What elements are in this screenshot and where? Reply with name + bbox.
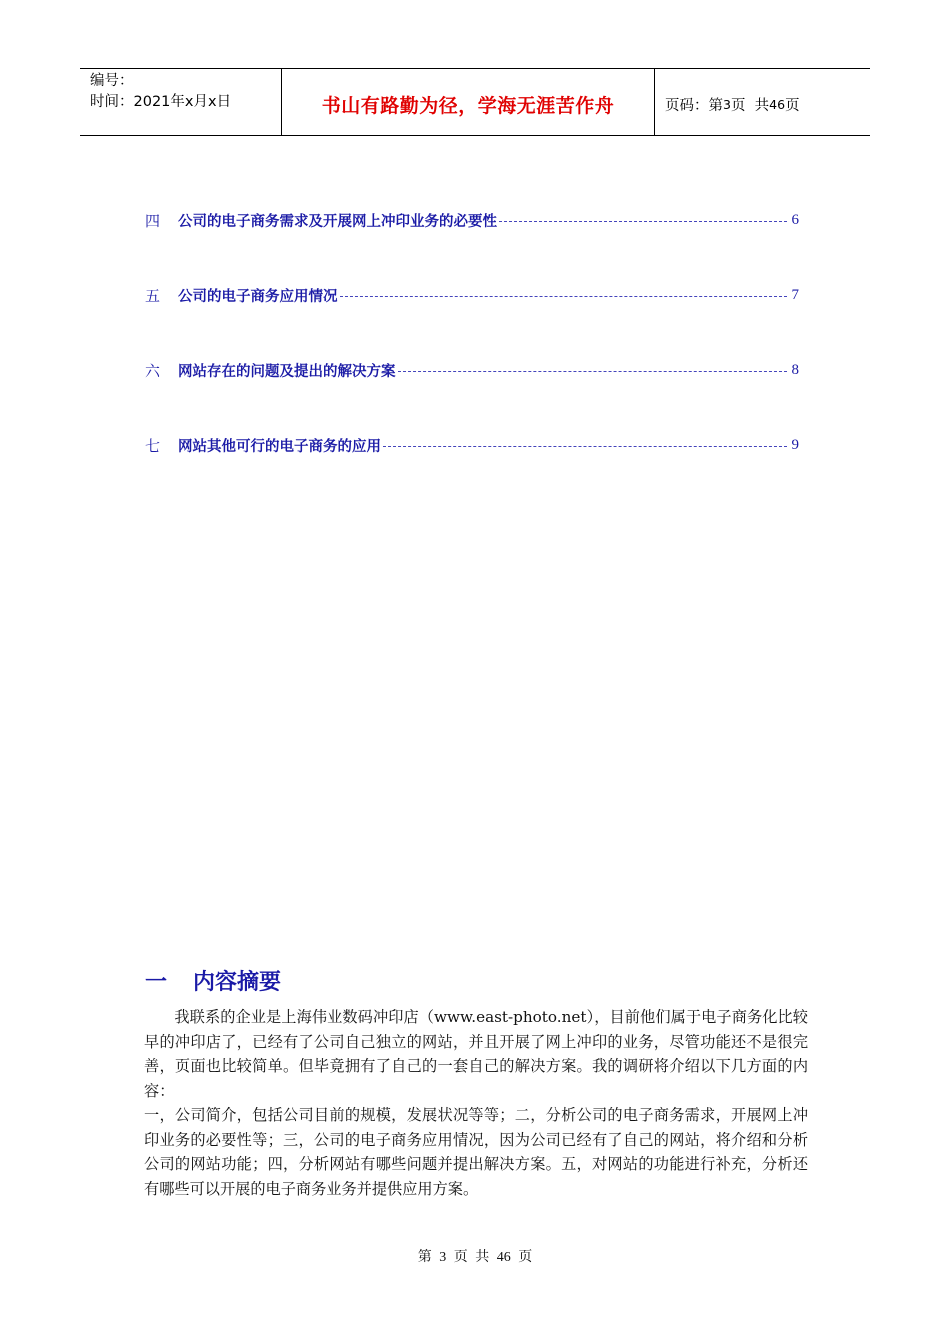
section-number: 一 bbox=[145, 970, 168, 995]
toc-entry[interactable] bbox=[145, 205, 799, 235]
toc-leader bbox=[499, 221, 787, 222]
header-page-info bbox=[655, 69, 870, 135]
toc-page-number: 8 bbox=[791, 361, 799, 378]
toc-leader bbox=[383, 446, 787, 447]
toc-numeral: 六 bbox=[145, 361, 161, 380]
document-time: 时间：2021年x月x日 bbox=[90, 94, 232, 110]
toc-page-number: 7 bbox=[791, 286, 799, 303]
toc-entry[interactable] bbox=[145, 280, 799, 310]
body-paragraph: 一，公司简介，包括公司目前的规模，发展状况等等；二，分析公司的电子商务需求，开展网上冲印业务的必要性等；三，公司的电子商务应用情况，因为公司已经有了自己的网站，将介绍和分析公司的网站功能；四，分析网站有哪些问题并提出解决方案。五，对网站的功能进行补充，分析还有哪些可以开展的电子商务业务并提供应用方案。 bbox=[144, 1106, 808, 1198]
section-body bbox=[144, 1005, 808, 1201]
toc-page-number: 9 bbox=[791, 436, 799, 453]
toc-label: 网站存在的问题及提出的解决方案 bbox=[178, 363, 396, 380]
page-current: 3 bbox=[723, 96, 731, 112]
toc-numeral: 四 bbox=[145, 211, 161, 230]
toc-numeral: 五 bbox=[145, 286, 161, 305]
section-heading bbox=[145, 965, 281, 996]
toc-label: 公司的电子商务应用情况 bbox=[178, 288, 338, 305]
toc-leader bbox=[398, 371, 788, 372]
toc-label: 公司的电子商务需求及开展网上冲印业务的必要性 bbox=[178, 213, 497, 230]
toc-page-number: 6 bbox=[791, 211, 799, 228]
toc-numeral: 七 bbox=[145, 436, 161, 455]
toc-entry[interactable] bbox=[145, 355, 799, 385]
document-code-label: 编号： bbox=[90, 73, 134, 89]
toc-entry[interactable] bbox=[145, 430, 799, 460]
page-mid: 页 共 bbox=[730, 97, 770, 114]
page-header bbox=[80, 68, 870, 136]
page-suffix: 页 bbox=[785, 97, 800, 114]
page-footer: 第 3 页 共 46 页 bbox=[417, 1250, 533, 1265]
body-paragraph: 我联系的企业是上海伟业数码冲印店（www.east-photo.net），目前他们属于电子商务化比较早的冲印店了，已经有了公司自己独立的网站，并且开展了网上冲印的业务，尽管功能还不是很完善，页面也比较简单。但毕竟拥有了自己的一套自己的解决方案。我的调研将介绍以下几方面的内容： bbox=[144, 1008, 808, 1100]
toc-leader bbox=[340, 296, 788, 297]
toc-label: 网站其他可行的电子商务的应用 bbox=[178, 438, 381, 455]
page-total: 46 bbox=[769, 96, 786, 112]
page-prefix: 页码：第 bbox=[665, 97, 723, 114]
section-title: 内容摘要 bbox=[193, 970, 282, 995]
header-motto-cell bbox=[282, 69, 655, 135]
header-motto: 书山有路勤为径，学海无涯苦作舟 bbox=[321, 94, 615, 117]
table-of-contents bbox=[145, 205, 799, 505]
header-meta bbox=[80, 69, 282, 135]
